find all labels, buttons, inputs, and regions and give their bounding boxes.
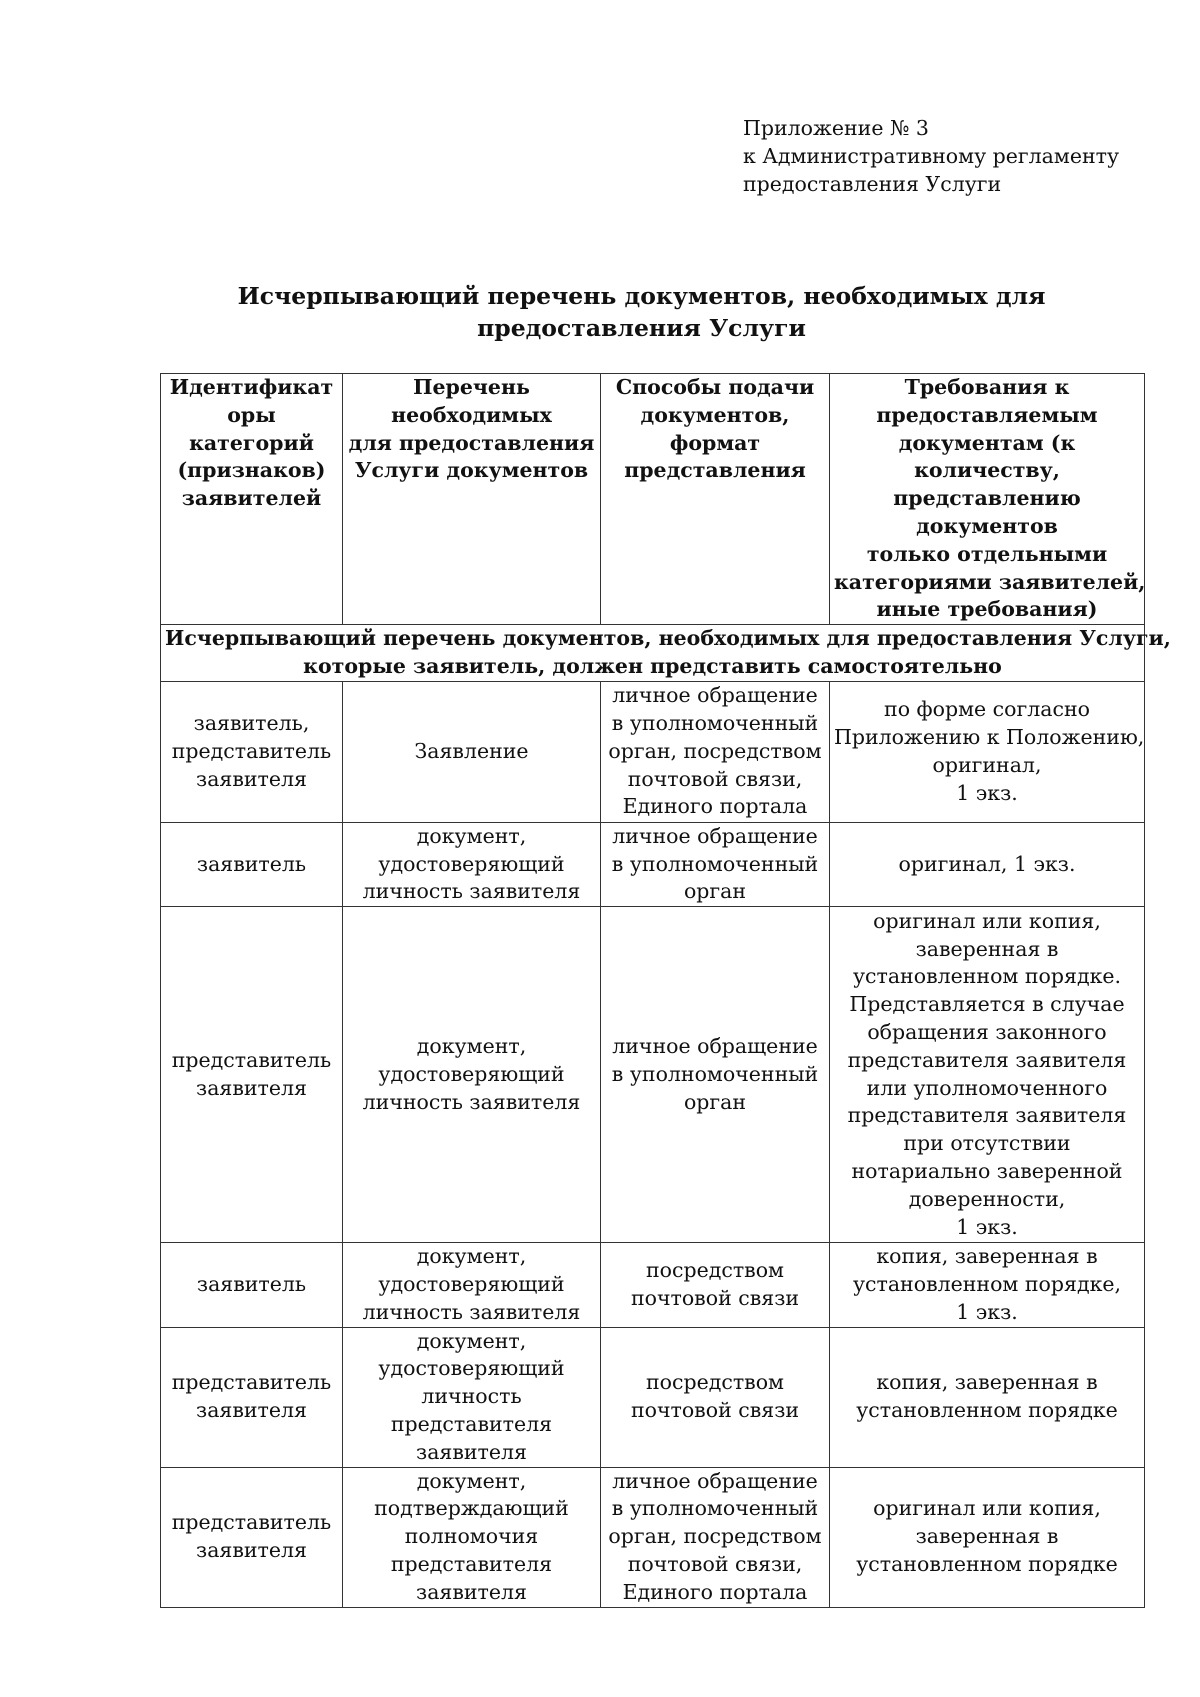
cell-line: заявителей: [181, 486, 322, 511]
cell-line: установленном порядке.: [852, 964, 1122, 989]
cell-line: оригинал,: [932, 752, 1042, 777]
cell-submission: [601, 1467, 830, 1607]
cell-line: (признаков): [177, 458, 326, 483]
cell-line: заявителя: [196, 1538, 307, 1563]
cell-submission: [601, 822, 830, 906]
cell-line: почтовой связи,: [627, 1551, 803, 1576]
cell-line: документ,: [416, 823, 527, 848]
cell-line: личность заявителя: [362, 879, 581, 904]
cell-line: Приложению к Положению,: [834, 724, 1145, 749]
table-row: [161, 1243, 1145, 1327]
cell-line: личность заявителя: [362, 1299, 581, 1324]
cell-line: представителя заявителя: [847, 1103, 1127, 1128]
cell-line: оры: [227, 402, 276, 427]
cell-document: [343, 907, 601, 1243]
title-line: предоставления Услуги: [477, 314, 806, 342]
cell-document: [343, 1327, 601, 1467]
cell-line: предоставляемым: [876, 402, 1098, 427]
cell-line: в уполномоченный: [611, 851, 819, 876]
table-row: [161, 907, 1145, 1243]
cell-line: Заявление: [414, 738, 529, 763]
cell-line: Требования к: [904, 375, 1070, 399]
cell-line: почтовой связи,: [627, 766, 803, 791]
cell-line: Способы подачи: [615, 375, 815, 399]
cell-applicant: [161, 907, 343, 1243]
table-row: [161, 1327, 1145, 1467]
documents-table: [160, 373, 1171, 1608]
cell-line: в уполномоченный: [611, 1496, 819, 1521]
cell-line: оригинал, 1 экз.: [898, 851, 1076, 876]
appendix-line: Приложение № 3: [743, 116, 929, 140]
cell-line: личность заявителя: [362, 1089, 581, 1114]
cell-line: Исчерпывающий перечень документов, необходимых для предоставления Услуги,: [165, 626, 1171, 651]
cell-applicant: [161, 681, 343, 822]
cell-line: Услуги документов: [354, 458, 589, 483]
cell-line: почтовой связи: [630, 1285, 800, 1310]
cell-line: почтовой связи: [630, 1398, 800, 1423]
cell-line: личное обращение: [612, 823, 818, 848]
cell-requirements: [830, 1467, 1145, 1607]
cell-line: установленном порядке,: [852, 1271, 1122, 1296]
cell-line: документов,: [640, 402, 790, 427]
document-title: [160, 280, 1123, 344]
cell-submission: [601, 1327, 830, 1467]
cell-line: представитель: [171, 1510, 332, 1535]
cell-line: заявителя: [196, 1075, 307, 1100]
cell-submission: [601, 907, 830, 1243]
cell-line: нотариально заверенной: [851, 1159, 1123, 1184]
cell-line: Перечень: [413, 375, 530, 399]
cell-line: представитель: [171, 738, 332, 763]
header-submission-method: [601, 374, 830, 625]
cell-line: в уполномоченный: [611, 1061, 819, 1086]
section-heading: [161, 625, 1171, 682]
cell-document: [343, 822, 601, 906]
cell-line: орган: [683, 879, 747, 904]
cell-line: представитель: [171, 1370, 332, 1395]
cell-line: только отдельными: [866, 541, 1108, 566]
cell-applicant: [161, 822, 343, 906]
cell-line: документ,: [416, 1328, 527, 1353]
appendix-line: предоставления Услуги: [743, 172, 1002, 196]
cell-line: представитель: [171, 1047, 332, 1072]
cell-line: Единого портала: [622, 794, 808, 819]
cell-line: заявителя: [416, 1579, 527, 1604]
table-header-row: [161, 374, 1145, 625]
cell-line: представителя: [390, 1411, 553, 1436]
cell-submission: [601, 1243, 830, 1327]
cell-requirements: [830, 822, 1145, 906]
cell-line: личность: [421, 1384, 522, 1409]
cell-line: по форме согласно: [884, 697, 1090, 722]
cell-applicant: [161, 1327, 343, 1467]
cell-line: удостоверяющий: [378, 1356, 565, 1381]
cell-line: категориями заявителей,: [834, 569, 1146, 594]
cell-line: представлению: [893, 486, 1081, 511]
cell-document: [343, 681, 601, 822]
header-requirements: [830, 374, 1145, 625]
cell-line: установленном порядке: [856, 1551, 1118, 1576]
cell-line: орган: [683, 1089, 747, 1114]
cell-line: заявитель: [196, 1271, 307, 1296]
cell-line: представителя: [390, 1551, 553, 1576]
cell-applicant: [161, 1467, 343, 1607]
cell-line: удостоверяющий: [378, 851, 565, 876]
cell-line: документ,: [416, 1033, 527, 1058]
cell-line: заверенная в: [915, 936, 1059, 961]
cell-submission: [601, 681, 830, 822]
cell-line: 1 экз.: [956, 1214, 1018, 1239]
cell-line: документ,: [416, 1468, 527, 1493]
cell-line: заявителя: [196, 1398, 307, 1423]
cell-line: категорий: [189, 430, 314, 455]
cell-requirements: [830, 907, 1145, 1243]
cell-line: формат: [669, 430, 761, 455]
cell-line: для предоставления: [348, 430, 595, 455]
cell-line: в уполномоченный: [611, 711, 819, 736]
cell-line: установленном порядке: [856, 1398, 1118, 1423]
cell-document: [343, 1243, 601, 1327]
cell-line: документ,: [416, 1244, 527, 1269]
cell-line: которые заявитель, должен представить самостоятельно: [303, 653, 1002, 678]
cell-requirements: [830, 1243, 1145, 1327]
cell-line: копия, заверенная в: [876, 1370, 1098, 1395]
cell-line: заявитель: [196, 851, 307, 876]
table-row: [161, 1467, 1145, 1607]
cell-line: посредством: [645, 1258, 784, 1283]
cell-line: Идентификат: [169, 375, 334, 399]
cell-line: 1 экз.: [956, 1299, 1018, 1324]
cell-line: посредством: [645, 1370, 784, 1395]
cell-line: орган, посредством: [608, 1524, 822, 1549]
cell-line: документам (к: [898, 430, 1076, 455]
cell-line: личное обращение: [612, 683, 818, 708]
cell-line: личное обращение: [612, 1033, 818, 1058]
cell-line: оригинал или копия,: [873, 1496, 1101, 1521]
cell-line: 1 экз.: [956, 780, 1018, 805]
table-row: [161, 822, 1145, 906]
cell-line: при отсутствии: [903, 1131, 1071, 1156]
cell-line: полномочия: [404, 1524, 539, 1549]
cell-line: удостоверяющий: [378, 1061, 565, 1086]
cell-line: количеству,: [914, 458, 1060, 483]
cell-line: иные требования): [876, 597, 1098, 622]
cell-line: личное обращение: [612, 1468, 818, 1493]
cell-line: или уполномоченного: [866, 1075, 1108, 1100]
cell-line: Единого портала: [622, 1579, 808, 1604]
cell-line: копия, заверенная в: [876, 1244, 1098, 1269]
cell-requirements: [830, 681, 1145, 822]
cell-line: заявителя: [416, 1439, 527, 1464]
cell-line: доверенности,: [908, 1186, 1066, 1211]
appendix-line: к Административному регламенту: [743, 144, 1120, 168]
header-applicant-category: [161, 374, 343, 625]
cell-line: подтверждающий: [374, 1496, 569, 1521]
cell-line: заявителя: [196, 766, 307, 791]
cell-line: представления: [624, 458, 806, 483]
appendix-note: [743, 114, 1119, 198]
cell-applicant: [161, 1243, 343, 1327]
header-document-list: [343, 374, 601, 625]
cell-line: заявитель,: [193, 711, 310, 736]
table-row: [161, 681, 1145, 822]
cell-requirements: [830, 1327, 1145, 1467]
cell-line: необходимых: [391, 402, 552, 427]
cell-line: Представляется в случае: [849, 992, 1125, 1017]
cell-line: обращения законного: [867, 1020, 1107, 1045]
cell-line: заверенная в: [915, 1524, 1059, 1549]
title-line: Исчерпывающий перечень документов, необходимых для: [237, 282, 1046, 310]
cell-line: оригинал или копия,: [873, 908, 1101, 933]
cell-document: [343, 1467, 601, 1607]
table-section-row: [161, 625, 1145, 682]
cell-line: орган, посредством: [608, 738, 822, 763]
cell-line: удостоверяющий: [378, 1271, 565, 1296]
cell-line: представителя заявителя: [847, 1047, 1127, 1072]
cell-line: документов: [916, 513, 1058, 538]
